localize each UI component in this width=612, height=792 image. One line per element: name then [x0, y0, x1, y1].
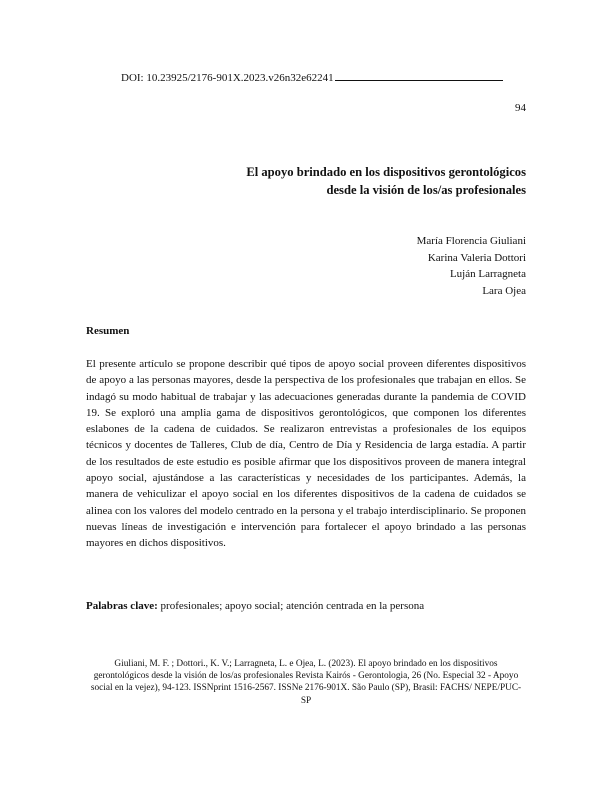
title-line-2: desde la visión de los/as profesionales — [326, 183, 526, 197]
doi-underline-rule — [335, 79, 503, 81]
author-name: Lara Ojea — [482, 284, 526, 297]
author-name: Karina Valeria Dottori — [427, 251, 526, 264]
title-line-1: El apoyo brindado en los dispositivos gerontológicos — [246, 165, 526, 179]
author-name: María Florencia Giuliani — [416, 235, 526, 247]
citation-footer: Giuliani, M. F. ; Dottori., K. V.; Larragneta, L. e Ojea, L. (2023). El apoyo brindado en los dispositivos gerontológicos desde la visión de los/as profesionales Revista Kairós - Gerontologia, 26 (No. Especial 32 - Apoyo social en la vejez), 94-123. ISSNprint 1516-2567. ISSNe 2176-901X. São Paulo (SP), Brasil: FACHS/ NEPE/PUC-SP — [90, 659, 522, 706]
page-number: 94 — [515, 102, 526, 114]
article-title — [106, 163, 526, 199]
author-list — [417, 233, 526, 299]
keywords-line — [86, 600, 526, 612]
keywords-text: profesionales; apoyo social; atención centrada en la persona — [160, 600, 425, 612]
abstract-body: El presente artículo se propone describir qué tipos de apoyo social proveen diferentes dispositivos de apoyo a las personas mayores, desde la perspectiva de los profesionales que trabajan en ellos. Se indagó su modo habitual de trabajar y las adecuaciones generadas durante la pandemia de COVID 19. Se exploró una amplia gama de dispositivos gerontológicos, que componen los diferentes eslabones de la cadena de cuidados. Se realizaron entrevistas a profesionales de los equipos técnicos y docentes de Talleres, Club de día, Centro de Día y Residencia de larga estadía. A partir de los resultados de este estudio es posible afirmar que los dispositivos proveen de manera integral apoyo social, ajustándose a las características y necesidades de los participantes. Además, la manera de vehiculizar el apoyo social en los diferentes dispositivos de la cadena de cuidados se alinea con los valores del modelo centrado en la persona y el trabajo interdisciplinario. Se proponen nuevas líneas de investigación e intervención para fortalecer el apoyo brindado a las personas mayores en dichos dispositivos. — [86, 358, 526, 550]
abstract-heading: Resumen — [86, 325, 130, 337]
keywords-label: Palabras clave: — [86, 600, 158, 612]
author-name: Luján Larragneta — [449, 268, 526, 280]
doi-line — [121, 72, 503, 84]
doi-text: DOI: 10.23925/2176-901X.2023.v26n32e62241 — [121, 72, 334, 84]
